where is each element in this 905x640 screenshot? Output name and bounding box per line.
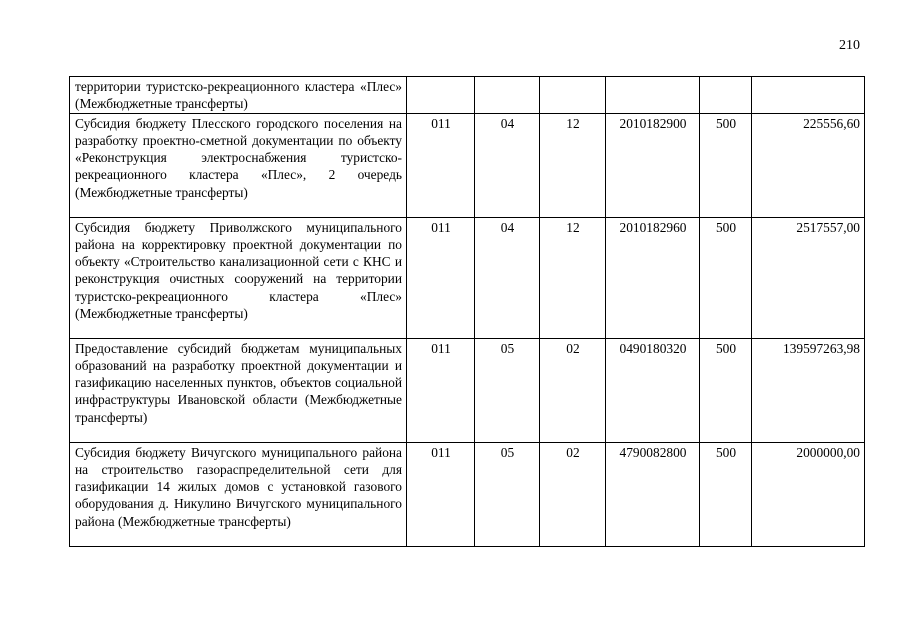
table-row bbox=[70, 338, 865, 442]
subsection-code: 12 bbox=[540, 113, 606, 217]
row-description: территории туристско-рекреационного кластера «Плес» (Межбюджетные трансферты) bbox=[70, 77, 407, 114]
target-item-code: 4790082800 bbox=[606, 442, 700, 546]
section-code: 04 bbox=[475, 217, 540, 338]
subsection-code: 02 bbox=[540, 338, 606, 442]
ministry-code: 011 bbox=[407, 217, 475, 338]
row-description: Предоставление субсидий бюджетам муниципальных образований на разработку проектной документации и газификацию населенных пунктов, объектов социальной инфраструктуры Ивановской области (Межбюджетные трансферты) bbox=[70, 338, 407, 442]
table-row bbox=[70, 113, 865, 217]
ministry-code bbox=[407, 77, 475, 114]
amount-value: 2000000,00 bbox=[752, 442, 865, 546]
ministry-code: 011 bbox=[407, 442, 475, 546]
target-item-code: 0490180320 bbox=[606, 338, 700, 442]
subsection-code bbox=[540, 77, 606, 114]
page-number: 210 bbox=[839, 38, 860, 53]
subsection-code: 12 bbox=[540, 217, 606, 338]
ministry-code: 011 bbox=[407, 338, 475, 442]
target-item-code: 2010182900 bbox=[606, 113, 700, 217]
row-description: Субсидия бюджету Приволжского муниципального района на корректировку проектной документации по объекту «Строительство канализационной сети с КНС и реконструкция очистных сооружений на территории туристско-рекреационного кластера «Плес» (Межбюджетные трансферты) bbox=[70, 217, 407, 338]
target-item-code bbox=[606, 77, 700, 114]
row-description: Субсидия бюджету Вичугского муниципального района на строительство газораспределительной сети для газификации 14 жилых домов с установкой газового оборудования д. Никулино Вичугского муниципального района (Межбюджетные трансферты) bbox=[70, 442, 407, 546]
ministry-code: 011 bbox=[407, 113, 475, 217]
table-row bbox=[70, 77, 865, 114]
subsection-code: 02 bbox=[540, 442, 606, 546]
expense-type-code: 500 bbox=[700, 442, 752, 546]
amount-value bbox=[752, 77, 865, 114]
row-description: Субсидия бюджету Плесского городского поселения на разработку проектно-сметной документации по объекту «Реконструкция электроснабжения туристско-рекреационного кластера «Плес», 2 очередь (Межбюджетные трансферты) bbox=[70, 113, 407, 217]
budget-table bbox=[69, 76, 865, 547]
amount-value: 2517557,00 bbox=[752, 217, 865, 338]
section-code: 04 bbox=[475, 113, 540, 217]
section-code: 05 bbox=[475, 338, 540, 442]
table-row bbox=[70, 442, 865, 546]
amount-value: 139597263,98 bbox=[752, 338, 865, 442]
expense-type-code: 500 bbox=[700, 113, 752, 217]
expense-type-code: 500 bbox=[700, 338, 752, 442]
amount-value: 225556,60 bbox=[752, 113, 865, 217]
section-code bbox=[475, 77, 540, 114]
expense-type-code: 500 bbox=[700, 217, 752, 338]
target-item-code: 2010182960 bbox=[606, 217, 700, 338]
expense-type-code bbox=[700, 77, 752, 114]
table-row bbox=[70, 217, 865, 338]
section-code: 05 bbox=[475, 442, 540, 546]
